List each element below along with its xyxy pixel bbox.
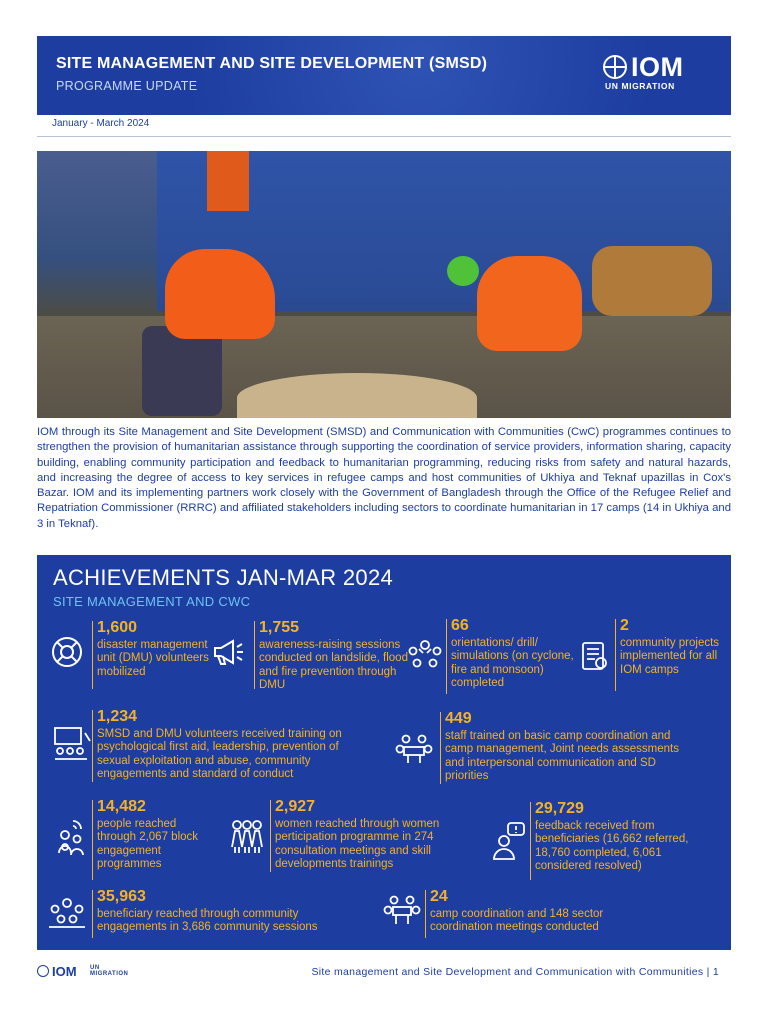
- stat-6: [445, 710, 695, 783]
- stat-value: 14,482: [97, 798, 146, 815]
- stat-value: 29,729: [535, 800, 584, 817]
- footer-logo-text: IOM: [52, 964, 77, 979]
- achievements-panel: [37, 555, 731, 950]
- stat-divider: [425, 890, 426, 938]
- logo-subtext: UN MIGRATION: [605, 81, 675, 91]
- stat-9: [535, 800, 715, 873]
- stat-label: people reached through 2,067 block engagement programmes: [97, 818, 199, 870]
- photo-worker-background: [207, 151, 249, 211]
- stat-divider: [440, 712, 441, 784]
- stat-label: awareness-raising sessions conducted on landslide, flood and fire prevention through DMU: [259, 639, 408, 691]
- stat-divider: [92, 800, 93, 880]
- stat-value: 1,755: [259, 619, 300, 636]
- photo-worker-left-body: [142, 326, 222, 416]
- stat-3: [451, 617, 591, 690]
- achievements-subheading: SITE MANAGEMENT AND CWC: [53, 594, 251, 609]
- stat-8: [275, 798, 470, 871]
- footer-text: Site management and Site Development and Communication with Communities | 1: [311, 966, 719, 978]
- stat-label: camp coordination and 148 sector coordination meetings conducted: [430, 908, 604, 934]
- stat-1: [97, 619, 212, 679]
- stat-10: [97, 888, 347, 935]
- document-subtitle: PROGRAMME UPDATE: [56, 79, 198, 93]
- stat-label: orientations/ drill/ simulations (on cyclone, fire and monsoon) completed: [451, 637, 574, 689]
- stat-divider: [92, 710, 93, 782]
- footer-logo-sub-1: UN: [90, 965, 100, 971]
- page-footer: [37, 962, 731, 984]
- photo-worker-right-headscarf: [447, 256, 479, 286]
- classroom-icon: [51, 725, 93, 761]
- logo-text: IOM: [631, 52, 684, 82]
- achievements-heading: ACHIEVEMENTS JAN-MAR 2024: [53, 565, 394, 590]
- stat-value: 2,927: [275, 798, 316, 815]
- stat-value: 35,963: [97, 888, 146, 905]
- family-broadcast-icon: [55, 817, 89, 859]
- feedback-person-icon: [490, 821, 528, 863]
- stat-divider: [615, 619, 616, 691]
- stat-label: feedback received from beneficiaries (16,662 referred, 18,760 completed, 6,061 considered resolved): [535, 820, 689, 872]
- photo-worker-left-vest: [165, 249, 275, 339]
- stat-label: SMSD and DMU volunteers received training on psychological first aid, leadership, prevention of sexual exploitation and abuse, community engagements and standard of conduct: [97, 728, 342, 780]
- stat-divider: [270, 800, 271, 872]
- un-globe-icon: [37, 965, 49, 977]
- coordination-meeting-icon: [382, 893, 422, 927]
- stat-label: beneficiary reached through community engagements in 3,686 community sessions: [97, 908, 318, 934]
- footer-logo-subtext: [90, 965, 128, 977]
- footer-logo-sub-2: MIGRATION: [90, 971, 129, 977]
- stat-7: [97, 798, 212, 871]
- stat-label: staff trained on basic camp coordination and camp management, Joint needs assessments and interpersonal communication and SD priorities: [445, 730, 679, 782]
- project-document-icon: [577, 639, 611, 673]
- stat-divider: [92, 621, 93, 689]
- community-circle-icon: [47, 895, 87, 929]
- stat-value: 1,600: [97, 619, 138, 636]
- document-title: SITE MANAGEMENT AND SITE DEVELOPMENT (SMSD): [56, 55, 488, 72]
- stat-value: 449: [445, 710, 472, 727]
- divider: [37, 136, 731, 137]
- stat-divider: [254, 621, 255, 689]
- stat-5: [97, 708, 372, 781]
- header-banner: [37, 36, 731, 115]
- group-training-icon: [405, 637, 445, 673]
- megaphone-icon: [209, 635, 247, 669]
- stat-value: 2: [620, 617, 629, 634]
- stat-value: 1,234: [97, 708, 138, 725]
- footer-logo: [37, 964, 77, 979]
- women-group-icon: [227, 817, 267, 857]
- cover-photo: [37, 151, 731, 418]
- stat-label: community projects implemented for all IOM camps: [620, 637, 720, 676]
- stat-11: [430, 888, 645, 935]
- stat-divider: [530, 802, 531, 880]
- stat-label: women reached through women perticipation programme in 274 consultation meetings and skill developments trainings: [275, 818, 440, 870]
- stat-value: 24: [430, 888, 448, 905]
- meeting-table-icon: [392, 731, 436, 767]
- iom-logo: [603, 53, 703, 93]
- stat-2: [259, 619, 409, 692]
- stat-4: [620, 617, 725, 677]
- stat-label: disaster management unit (DMU) volunteers mobilized: [97, 639, 209, 678]
- report-period: January - March 2024: [52, 118, 150, 129]
- stat-value: 66: [451, 617, 469, 634]
- photo-worker-right-vest: [477, 256, 582, 351]
- stat-divider: [92, 890, 93, 938]
- intro-paragraph: IOM through its Site Management and Site Development (SMSD) and Communication with Communities (CwC) programmes continues to strengthen the provision of humanitarian assistance through supporting the coordination of service providers, information sharing, capacity building, enabling community participation and feedback to humanitarian programming, reducing risks from safety and natural hazards, and increasing the degree of access to key services in refugee camps and host communities of Ukhiya and Teknaf upazillas in Cox's Bazar. IOM and its implementing partners work closely with the Government of Bangladesh through the Office of the Refugee Relief and Repatriation Commissioner (RRRC) and affiliated stakeholders including sectors to coordinate humanitarian in 17 camps (14 in Ukhiya and 3 in Teknaf).: [37, 426, 731, 530]
- photo-sandbags: [592, 246, 712, 316]
- un-globe-icon: [603, 55, 627, 79]
- stat-divider: [446, 619, 447, 694]
- lifebuoy-icon: [47, 632, 87, 672]
- photo-sacks: [237, 373, 477, 418]
